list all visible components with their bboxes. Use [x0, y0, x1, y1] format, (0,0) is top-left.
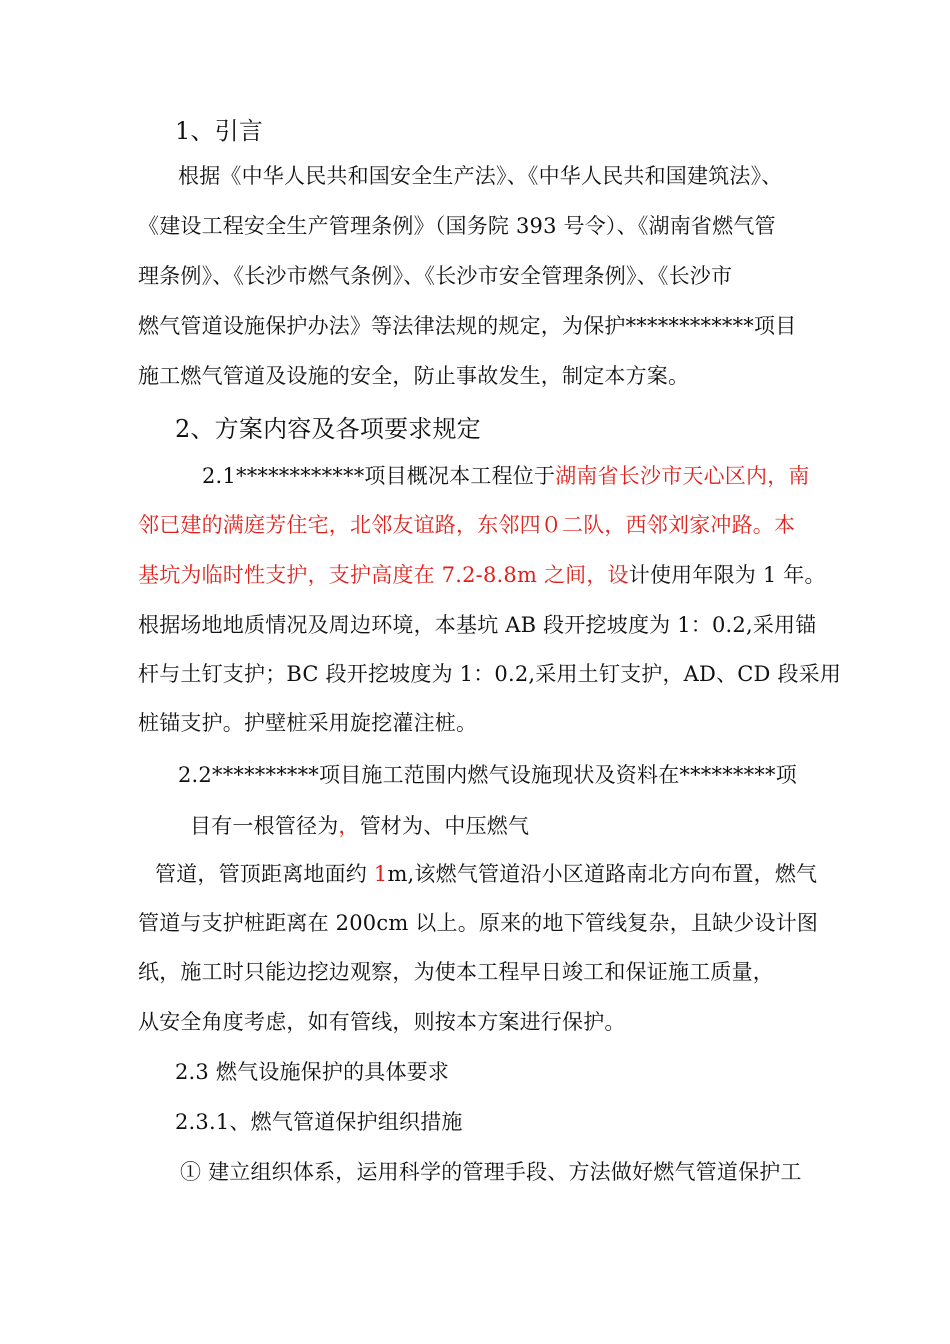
p21-line-4: 根据场地地质情况及周边环境，本基坑 AB 段开挖坡度为 1：0.2,采用锚 [138, 613, 817, 637]
p22-line-2-text-b: 管材为、中压燃气 [359, 814, 530, 838]
p22-line-3-text-a: 管道，管顶距离地面约 [155, 862, 374, 886]
section-1-line-3: 理条例》、《长沙市燃气条例》、《长沙市安全管理条例》、《长沙市 [138, 264, 733, 288]
p21-line-3 [138, 561, 826, 589]
section-1-heading: 1、引言 [175, 117, 264, 145]
p22-line-1: 2.2**********项目施工范围内燃气设施现状及资料在*********项 [178, 763, 797, 787]
p22-line-3-highlight: 1 [373, 862, 388, 886]
p21-line-2: 邻已建的满庭芳住宅，北邻友谊路，东邻四０二队，西邻刘家冲路。本 [138, 513, 796, 537]
p21-line-1-highlight: 湖南省长沙市天心区内，南 [555, 464, 810, 488]
section-2-heading: 2、方案内容及各项要求规定 [175, 415, 481, 443]
p22-line-2-text-a: 目有一根管径为 [190, 814, 339, 838]
list-item-1: ① 建立组织体系，运用科学的管理手段、方法做好燃气管道保护工 [180, 1160, 802, 1184]
section-1-line-2: 《建设工程安全生产管理条例》（国务院 393 号令）、《湖南省燃气管 [138, 214, 776, 238]
p22-line-5: 纸，施工时只能边挖边观察，为使本工程早日竣工和保证施工质量， [138, 960, 774, 984]
p21-line-3-highlight: 基坑为临时性支护，支护高度在 7.2-8.8m 之间，设 [138, 563, 629, 587]
p22-line-2 [190, 812, 529, 840]
section-1-line-4: 燃气管道设施保护办法》等法律法规的规定，为保护************项目 [138, 314, 797, 338]
p21-line-3-text: 计使用年限为 1 年。 [628, 563, 826, 587]
p21-line-1 [202, 462, 810, 490]
p21-line-6: 桩锚支护。护壁桩采用旋挖灌注桩。 [138, 711, 478, 735]
p23-heading: 2.3 燃气设施保护的具体要求 [175, 1060, 450, 1084]
section-1-line-1: 根据《中华人民共和国安全生产法》、《中华人民共和国建筑法》、 [178, 164, 783, 188]
p22-line-3 [155, 860, 817, 888]
p22-line-4: 管道与支护桩距离在 200cm 以上。原来的地下管线复杂，且缺少设计图 [138, 911, 819, 935]
section-1-line-5: 施工燃气管道及设施的安全，防止事故发生，制定本方案。 [138, 364, 690, 388]
p21-line-1-text: 2.1************项目概况本工程位于 [202, 464, 556, 488]
p22-line-6: 从安全角度考虑，如有管线，则按本方案进行保护。 [138, 1010, 626, 1034]
p22-line-2-highlight: ， [338, 814, 360, 838]
p231-heading: 2.3.1、燃气管道保护组织措施 [175, 1110, 463, 1134]
p21-line-5: 杆与土钉支护；BC 段开挖坡度为 1：0.2,采用土钉支护，AD、CD 段采用 [138, 662, 842, 686]
p22-line-3-text-b: m,该燃气管道沿小区道路南北方向布置，燃气 [387, 862, 818, 886]
